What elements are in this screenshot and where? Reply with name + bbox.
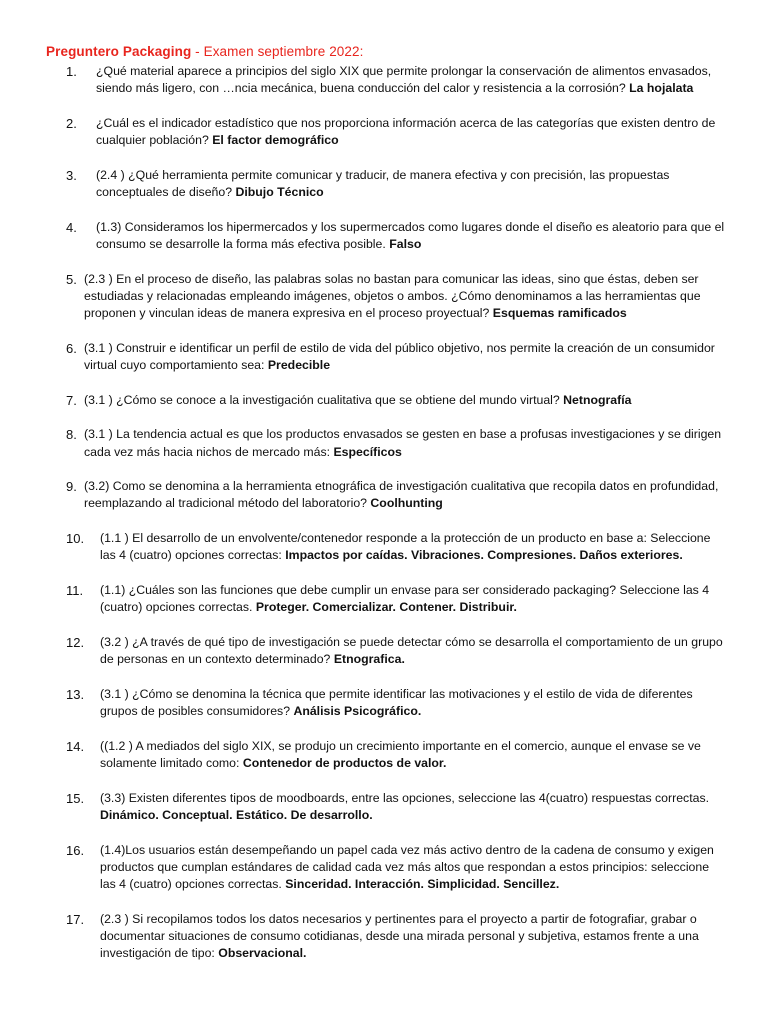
question-answer: Observacional. [218, 946, 307, 961]
question-answer: Esquemas ramificados [492, 306, 627, 321]
question-number: 4. [66, 219, 77, 235]
question-answer: Netnografía [563, 392, 632, 407]
question-body [100, 738, 728, 772]
question-answer: Proteger. Comercializar. Contener. Distribuir. [255, 600, 517, 615]
question-item [46, 115, 728, 149]
title-bold: Preguntero Packaging [46, 44, 192, 59]
question-text: (2.3 ) En el proceso de diseño, las palabras solas no bastan para comunicar las ideas, sino que éstas, deben ser estudiadas y relacionadas empleando imágenes, objetos o ambos. ¿Cómo denominamos a las herramientas que proponen y vinculan ideas de manera expresiva en el proceso proyectual? [84, 271, 701, 321]
question-list [46, 63, 728, 962]
question-body [100, 790, 728, 824]
question-answer: Dibujo Técnico [235, 185, 324, 200]
question-number: 6. [66, 340, 77, 356]
question-item [46, 63, 728, 97]
question-answer: Sinceridad. Interacción. Simplicidad. Sencillez. [285, 877, 560, 891]
question-body [100, 634, 728, 668]
question-number: 10. [66, 531, 85, 547]
question-number: 5. [66, 271, 77, 287]
question-item [46, 478, 728, 512]
question-number: 16. [66, 842, 85, 858]
question-item [46, 911, 728, 963]
question-body [96, 63, 728, 97]
question-number: 12. [66, 634, 85, 650]
question-item [46, 392, 728, 409]
question-number: 14. [66, 738, 85, 754]
question-body [84, 478, 728, 512]
question-answer: Análisis Psicográfico. [293, 704, 422, 719]
question-item [46, 686, 728, 720]
question-answer: Específicos [333, 444, 402, 459]
question-item [46, 634, 728, 668]
question-body [84, 426, 728, 460]
question-item [46, 738, 728, 772]
question-body [96, 167, 728, 201]
question-body [96, 115, 728, 149]
question-item [46, 582, 728, 616]
question-text: (3.3) Existen diferentes tipos de moodboards, entre las opciones, seleccione las 4(cuatro) respuestas correctas. [100, 790, 710, 805]
question-body [100, 842, 728, 894]
question-number: 13. [66, 686, 85, 702]
question-body [96, 219, 728, 253]
question-text: (2.3 ) Si recopilamos todos los datos necesarios y pertinentes para el proyecto a partir de fotografiar, grabar o documentar situaciones de consumo cotidianas, desde una mirada personal y subjetiva, estamos frente a una investigación de tipo: [100, 911, 699, 961]
question-item [46, 426, 728, 460]
question-item [46, 271, 728, 323]
question-answer: Etnografica. [333, 652, 405, 667]
question-text: (1.1) ¿Cuáles son las funciones que debe cumplir un envase para ser considerado packaging? Seleccione las 4 (cuatro) opciones correctas. [100, 583, 710, 615]
question-body [100, 686, 728, 720]
question-answer: Dinámico. Conceptual. Estático. De desarrollo. [100, 807, 373, 822]
question-text: (1.1 ) El desarrollo de un envolvente/contenedor responde a la protección de un producto en base a: Seleccione las 4 (cuatro) opciones correctas: [100, 531, 711, 563]
question-text: (2.4 ) ¿Qué herramienta permite comunicar y traducir, de manera efectiva y con precisión, las propuestas conceptuales de diseño? [96, 167, 670, 200]
question-item [46, 530, 728, 564]
question-text: (3.2) Como se denomina a la herramienta etnográfica de investigación cualitativa que recopila datos en profundidad, reemplazando al tradicional método del laboratorio? [84, 479, 719, 511]
question-text: (3.1 ) ¿Cómo se conoce a la investigación cualitativa que se obtiene del mundo virtual? [84, 392, 564, 407]
question-body [84, 340, 728, 374]
title-subtitle: - Examen septiembre 2022: [191, 44, 364, 59]
question-body [100, 582, 728, 616]
question-number: 15. [66, 790, 85, 806]
question-text: ¿Cuál es el indicador estadístico que nos proporciona información acerca de las categorías que existen dentro de cualquier población? [96, 115, 716, 148]
question-number: 11. [66, 583, 84, 599]
question-number: 8. [66, 427, 77, 443]
question-text: ((1.2 ) A mediados del siglo XIX, se produjo un crecimiento importante en el comercio, aunque el envase se ve solamente limitado como: [100, 738, 701, 770]
question-text: (3.1 ) Construir e identificar un perfil de estilo de vida del público objetivo, nos permite la creación de un consumidor virtual cuyo comportamiento sea: [84, 340, 715, 372]
question-answer: Impactos por caídas. Vibraciones. Compresiones. Daños exteriores. [285, 548, 683, 563]
question-answer: Falso [389, 236, 422, 251]
question-text: (3.2 ) ¿A través de qué tipo de investigación se puede detectar cómo se desarrolla el comportamiento de un grupo de personas en un contexto determinado? [100, 634, 723, 667]
question-item [46, 167, 728, 201]
question-number: 9. [66, 479, 77, 495]
question-text: (3.1 ) ¿Cómo se denomina la técnica que permite identificar las motivaciones y el estilo de vida de diferentes grupos de posibles consumidores? [100, 686, 693, 719]
document-title [46, 44, 728, 59]
question-number: 7. [66, 392, 77, 408]
question-answer: El factor demográfico [212, 133, 339, 148]
question-item [46, 340, 728, 374]
question-item [46, 790, 728, 824]
question-number: 17. [66, 911, 85, 927]
question-text: ¿Qué material aparece a principios del siglo XIX que permite prolongar la conservación de alimentos envasados, siendo más ligero, con …ncia mecánica, buena conducción del calor y resistencia a la corrosión? [96, 64, 712, 96]
question-number: 3. [66, 167, 77, 183]
question-number: 2. [66, 115, 77, 131]
question-number: 1. [66, 64, 77, 79]
question-text: (3.1 ) La tendencia actual es que los productos envasados se gesten en base a profusas investigaciones y se dirigen cada vez más hacia nichos de mercado más: [84, 427, 722, 459]
question-body [84, 392, 728, 409]
question-answer: Coolhunting [370, 496, 443, 511]
question-answer: Predecible [267, 357, 331, 372]
question-answer: La hojalata [629, 81, 694, 96]
question-body [84, 271, 728, 323]
question-text: (1.4)Los usuarios están desempeñando un papel cada vez más activo dentro de la cadena de consumo y exigen productos que cumplan estándares de calidad cada vez más altos que respondan a estos principios: seleccione las 4 (cuatro) opciones correctas. [100, 842, 714, 891]
question-text: (1.3) Consideramos los hipermercados y los supermercados como lugares donde el diseño es aleatorio para que el consumo se desarrolle la forma más efectiva posible. [96, 219, 725, 251]
question-item [46, 842, 728, 894]
question-answer: Contenedor de productos de valor. [242, 755, 447, 770]
question-body [100, 530, 728, 564]
question-item [46, 219, 728, 253]
question-body [100, 911, 728, 963]
